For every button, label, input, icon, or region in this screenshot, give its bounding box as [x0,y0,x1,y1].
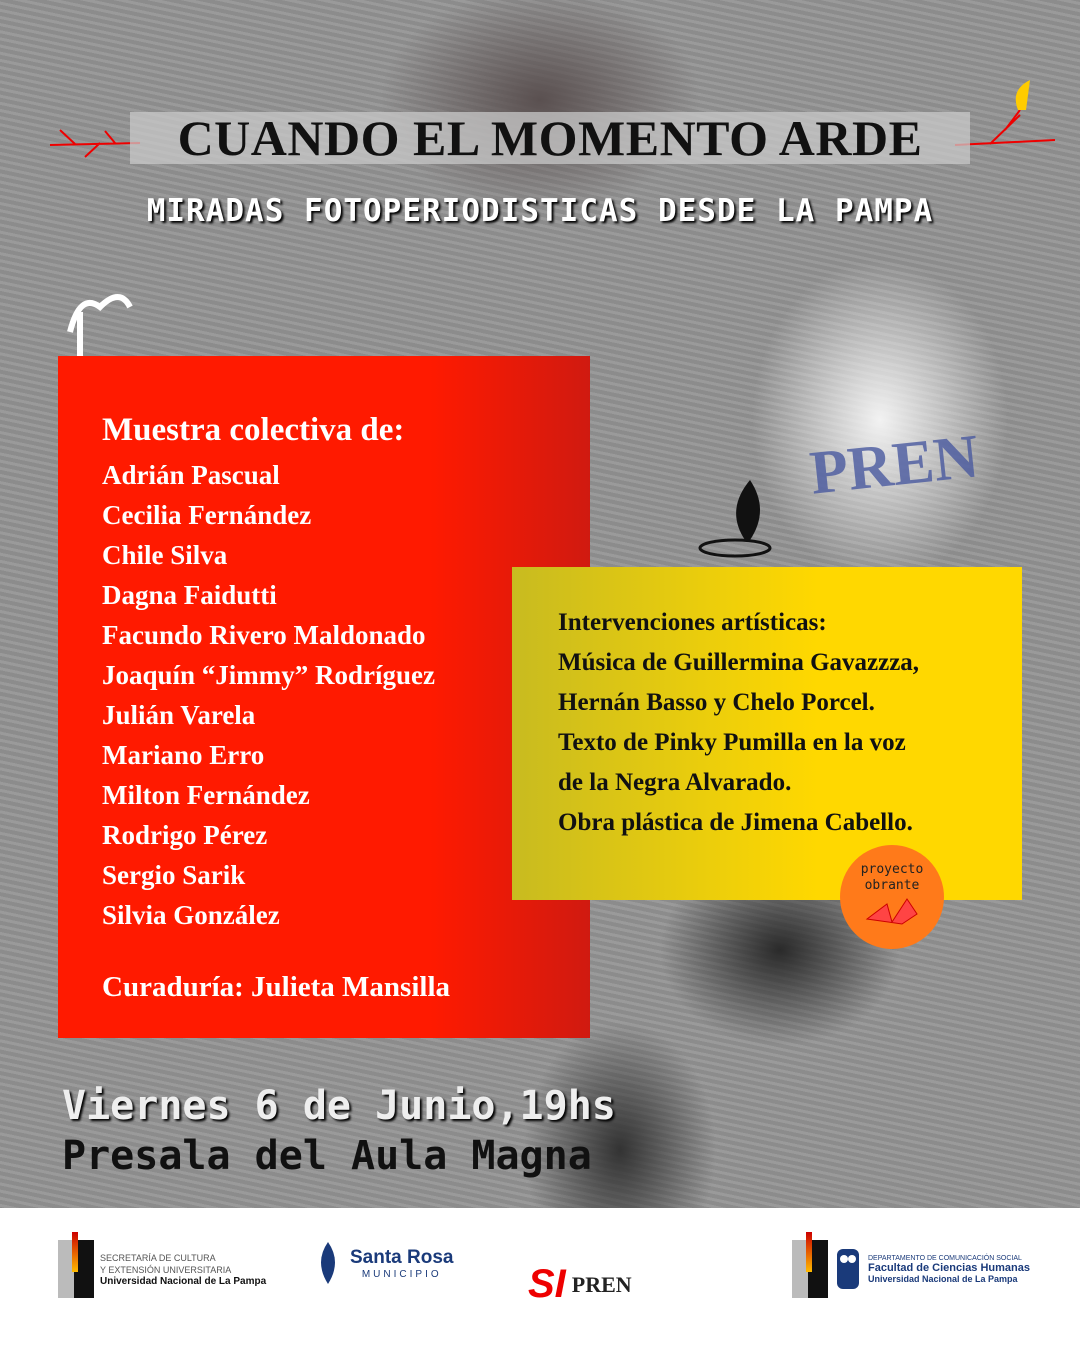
exhibit-heading: Muestra colectiva de: [102,412,405,448]
artist-name: Silvia González [102,900,280,930]
burnt-match-icon [695,470,785,580]
poster-subtitle: MIRADAS FOTOPERIODISTICAS DESDE LA PAMPA [146,193,934,229]
intervention-line: Hernán Basso y Chelo Porcel. [558,689,875,716]
origami-crane-icon [862,894,922,928]
logo-text: Facultad de Ciencias Humanas [868,1261,1030,1274]
logo-text: SECRETARÍA DE CULTURA [100,1252,216,1263]
badge-line: proyecto [860,862,924,877]
poster-title [130,112,970,164]
event-date: Viernes 6 de Junio,19hs [62,1083,616,1129]
interventions-heading: Intervenciones artísticas: [558,609,827,636]
interventions-panel [512,567,1022,900]
logo-unlpam-cultura [58,1240,266,1298]
unlpam-emblem-icon [792,1240,828,1298]
logo-text: PREN [571,1271,632,1297]
artist-name: Dagna Faidutti [102,580,277,610]
artist-name: Chile Silva [102,540,228,570]
owl-icon [834,1245,862,1293]
logo-sipren [528,1262,632,1307]
logo-text: Y EXTENSIÓN UNIVERSITARIA [100,1264,232,1275]
pren-stamp: PREN [806,422,982,508]
logo-fch-unlpam [792,1240,1030,1298]
curator: Curaduría: Julieta Mansilla [102,971,451,1003]
artist-name: Julián Varela [102,700,256,730]
badge-line: obrante [864,878,920,893]
intervention-line: Texto de Pinky Pumilla en la voz [558,729,906,756]
logo-text: Universidad Nacional de La Pampa [100,1275,267,1287]
title-text: CUANDO EL MOMENTO ARDE [177,110,923,166]
proyecto-obrante-badge [840,845,944,949]
artist-name: Milton Fernández [102,780,310,810]
logo-santa-rosa [312,1240,453,1286]
intervention-line: de la Negra Alvarado. [558,769,792,796]
unlpam-emblem-icon [58,1240,94,1298]
artist-name: Adrián Pascual [102,460,280,490]
artist-name: Cecilia Fernández [102,500,312,530]
intervention-line: Música de Guillermina Gavazzza, [558,649,920,676]
artist-name: Facundo Rivero Maldonado [102,620,426,650]
exhibit-panel [58,356,590,1038]
logo-text: Universidad Nacional de La Pampa [868,1273,1018,1284]
artist-name: Rodrigo Pérez [102,820,268,850]
artist-name: Joaquín “Jimmy” Rodríguez [102,660,436,690]
santa-rosa-emblem-icon [312,1240,344,1286]
logo-text: Santa Rosa [350,1246,454,1268]
logo-text: DEPARTAMENTO DE COMUNICACIÓN SOCIAL [868,1254,1022,1262]
artist-name: Mariano Erro [102,740,265,770]
artist-name: Sergio Sarik [102,860,246,890]
event-place: Presala del Aula Magna [62,1133,592,1179]
logo-text: SI [528,1262,566,1306]
intervention-line: Obra plástica de Jimena Cabello. [558,809,913,836]
logo-text: MUNICIPIO [361,1268,442,1280]
